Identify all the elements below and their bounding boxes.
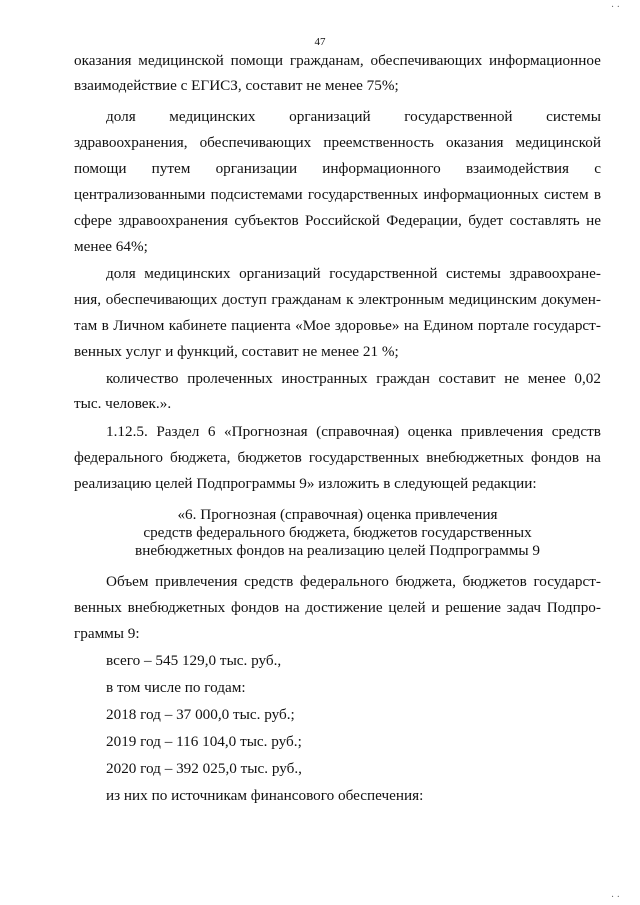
text-line: взаимодействие с ЕГИСЗ, составит не менее 75%; xyxy=(74,77,399,94)
text-line: реализацию целей Подпрограммы 9» изложить в следующей редакции: xyxy=(74,475,537,492)
text-line: федерального бюджета, бюджетов государственных внебюджетных фондов на xyxy=(74,449,601,466)
page-number: 47 xyxy=(314,36,326,48)
section-heading-line: средств федерального бюджета, бюджетов государственных xyxy=(143,524,532,541)
text-line: граммы 9: xyxy=(74,625,140,642)
text-line: там в Личном кабинете пациента «Мое здоровье» на Едином портале государст- xyxy=(74,317,601,334)
section-heading-line: внебюджетных фондов на реализацию целей Подпрограммы 9 xyxy=(135,542,540,559)
text-line: 1.12.5. Раздел 6 «Прогнозная (справочная) оценка привлечения средств xyxy=(106,423,601,440)
text-line: доля медицинских организаций государственной системы здравоохране- xyxy=(106,265,601,282)
text-line: оказания медицинской помощи гражданам, обеспечивающих информационное xyxy=(74,52,601,69)
section-heading-line: «6. Прогнозная (справочная) оценка привлечения xyxy=(177,506,498,523)
text-line: сфере здравоохранения субъектов Российской Федерации, будет составлять не xyxy=(74,212,601,229)
text-line: здравоохранения, обеспечивающих преемственность оказания медицинской xyxy=(74,134,601,151)
text-line: количество пролеченных иностранных граждан составит не менее 0,02 xyxy=(106,370,601,387)
total-amount: всего – 545 129,0 тыс. руб., xyxy=(106,652,282,669)
year-2019-amount: 2019 год – 116 104,0 тыс. руб.; xyxy=(106,733,302,750)
text-line: Объем привлечения средств федерального бюджета, бюджетов государст- xyxy=(106,573,601,590)
text-line: доля медицинских организаций государственной системы xyxy=(106,108,601,125)
text-line: тыс. человек.». xyxy=(74,395,172,412)
year-2020-amount: 2020 год – 392 025,0 тыс. руб., xyxy=(106,760,302,777)
text-line: венных внебюджетных фондов на достижение целей и решение задач Подпро- xyxy=(74,599,601,616)
scan-mark: · · xyxy=(610,2,620,13)
text-line: помощи путем организации информационного взаимодействия с xyxy=(74,160,601,177)
scan-mark: · · xyxy=(610,892,620,903)
year-2018-amount: 2018 год – 37 000,0 тыс. руб.; xyxy=(106,706,295,723)
text-line: менее 64%; xyxy=(74,238,148,255)
text-line: централизованными подсистемами государственных информационных систем в xyxy=(74,186,601,203)
text-line: ния, обеспечивающих доступ гражданам к электронным медицинским докумен- xyxy=(74,291,601,308)
sources-label: из них по источникам финансового обеспечения: xyxy=(106,787,424,804)
text-line: венных услуг и функций, составит не менее 21 %; xyxy=(74,343,399,360)
by-years-label: в том числе по годам: xyxy=(106,679,246,696)
